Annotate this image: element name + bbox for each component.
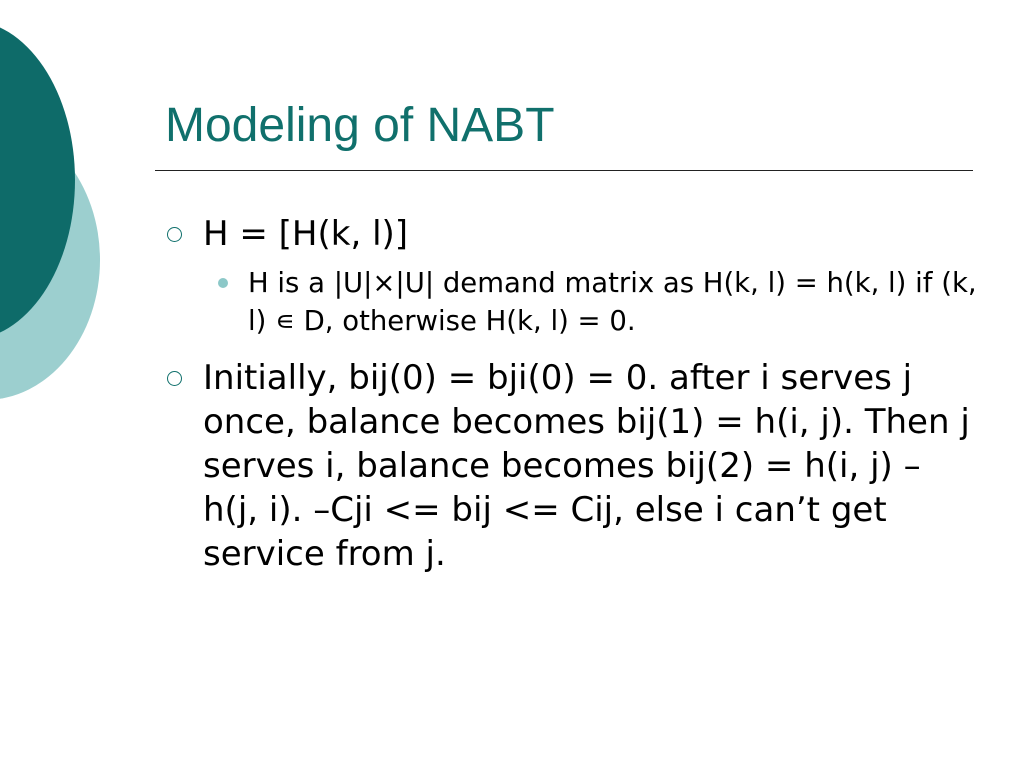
bullet-text: Initially, bij(0) = bji(0) = 0. after i serves j once, balance becomes bij(1) = h(i, j). Then j serves i, balance becomes bij(2) = h(i, j) – h(j, i). –Cji <= bij <= Cij, else i can’t get service from j. <box>203 358 970 574</box>
slide-body <box>165 212 985 576</box>
hollow-circle-bullet-icon <box>167 371 182 386</box>
sub-bullet-item <box>248 264 985 340</box>
title-divider <box>155 170 973 171</box>
sub-bullet-list <box>165 264 985 340</box>
decorative-circles <box>0 0 160 420</box>
bullet-item <box>165 356 985 576</box>
slide-title: Modeling of NABT <box>165 99 555 152</box>
filled-dot-bullet-icon <box>218 278 228 288</box>
bullet-item <box>165 212 985 256</box>
hollow-circle-bullet-icon <box>167 227 182 242</box>
sub-bullet-text: H is a |U|×|U| demand matrix as H(k, l) = h(k, l) if (k, l) ∊ D, otherwise H(k, l) = 0. <box>248 267 977 337</box>
bullet-text: H = [H(k, l)] <box>203 214 409 254</box>
